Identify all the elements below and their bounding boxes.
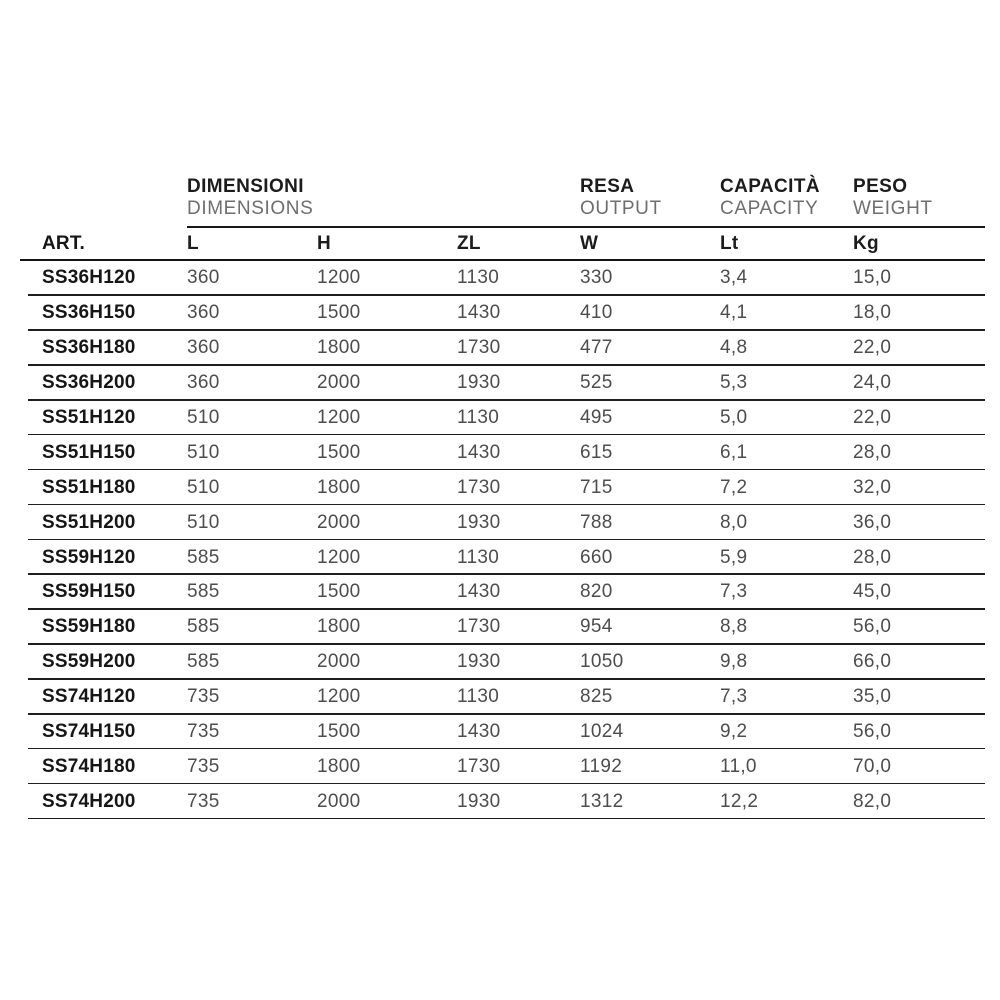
value-l: 510 — [187, 511, 220, 533]
value-l: 510 — [187, 476, 220, 498]
value-zl: 1130 — [457, 546, 500, 568]
value-zl: 1430 — [457, 721, 501, 743]
column-header-art: ART. — [42, 232, 86, 254]
group-header-output — [580, 176, 720, 220]
table-row — [20, 749, 985, 784]
value-w: 820 — [580, 581, 613, 603]
group-header-capacity — [720, 176, 853, 220]
value-h: 1800 — [317, 476, 361, 498]
group-label-secondary: DIMENSIONS — [187, 198, 314, 219]
value-zl: 1930 — [457, 651, 501, 673]
art-code: SS51H150 — [42, 441, 136, 463]
value-h: 1500 — [317, 581, 361, 603]
group-label-secondary: CAPACITY — [720, 198, 819, 219]
value-kg: 82,0 — [853, 790, 892, 812]
value-zl: 1430 — [457, 441, 501, 463]
value-h: 1500 — [317, 721, 361, 743]
column-header-w: W — [580, 232, 599, 254]
value-l: 735 — [187, 686, 220, 708]
value-w: 660 — [580, 546, 613, 568]
value-zl: 1730 — [457, 755, 501, 777]
value-l: 585 — [187, 581, 220, 603]
value-h: 1200 — [317, 407, 361, 428]
value-w: 1024 — [580, 721, 624, 743]
value-lt: 5,0 — [720, 407, 748, 428]
column-header-l: L — [187, 232, 199, 254]
value-w: 330 — [580, 267, 613, 289]
value-l: 510 — [187, 407, 220, 428]
value-l: 585 — [187, 616, 220, 638]
value-l: 735 — [187, 755, 220, 777]
table-row — [20, 610, 985, 645]
value-w: 477 — [580, 337, 613, 359]
value-lt: 5,3 — [720, 372, 748, 394]
column-header-kg: Kg — [853, 232, 879, 254]
value-kg: 56,0 — [853, 616, 892, 638]
table-row — [20, 366, 985, 401]
art-code: SS74H200 — [42, 790, 136, 812]
value-kg: 35,0 — [853, 686, 892, 708]
column-header-row — [20, 228, 985, 261]
art-code: SS36H200 — [42, 372, 136, 394]
value-w: 1192 — [580, 755, 623, 777]
value-zl: 1730 — [457, 616, 501, 638]
group-label-secondary: WEIGHT — [853, 198, 933, 219]
value-h: 1200 — [317, 267, 361, 289]
value-w: 825 — [580, 686, 613, 708]
value-lt: 7,3 — [720, 686, 748, 708]
value-w: 788 — [580, 511, 613, 533]
group-label-primary: CAPACITÀ — [720, 176, 820, 197]
value-kg: 66,0 — [853, 651, 892, 673]
value-kg: 22,0 — [853, 407, 892, 428]
value-lt: 11,0 — [720, 755, 757, 777]
art-code: SS74H120 — [42, 686, 136, 708]
value-kg: 28,0 — [853, 546, 892, 568]
value-lt: 9,2 — [720, 721, 748, 743]
value-h: 1200 — [317, 686, 361, 708]
group-label-secondary: OUTPUT — [580, 198, 662, 219]
value-kg: 70,0 — [853, 755, 892, 777]
value-kg: 45,0 — [853, 581, 892, 603]
column-header-zl: ZL — [457, 232, 481, 254]
value-lt: 3,4 — [720, 267, 748, 289]
value-h: 2000 — [317, 651, 361, 673]
table-row — [20, 505, 985, 540]
value-zl: 1430 — [457, 302, 501, 324]
value-w: 410 — [580, 302, 613, 324]
value-l: 585 — [187, 546, 220, 568]
value-lt: 5,9 — [720, 546, 748, 568]
table-row — [20, 540, 985, 575]
value-lt: 8,0 — [720, 511, 748, 533]
value-kg: 36,0 — [853, 511, 892, 533]
value-lt: 6,1 — [720, 441, 748, 463]
table-row — [20, 715, 985, 750]
value-w: 525 — [580, 372, 613, 394]
art-code: SS51H200 — [42, 511, 136, 533]
value-zl: 1430 — [457, 581, 501, 603]
value-zl: 1930 — [457, 372, 501, 394]
value-kg: 28,0 — [853, 441, 892, 463]
group-header-row — [20, 176, 985, 220]
table-row — [20, 680, 985, 715]
value-w: 1312 — [580, 790, 624, 812]
art-code: SS74H180 — [42, 755, 136, 777]
value-w: 715 — [580, 476, 613, 498]
value-kg: 18,0 — [853, 302, 892, 324]
value-l: 585 — [187, 651, 220, 673]
value-kg: 15,0 — [853, 267, 892, 289]
value-w: 495 — [580, 407, 613, 428]
art-code: SS51H120 — [42, 407, 136, 428]
value-l: 360 — [187, 337, 220, 359]
value-zl: 1130 — [457, 267, 500, 289]
table-row — [20, 261, 985, 296]
art-code: SS36H180 — [42, 337, 136, 359]
table-row — [20, 470, 985, 505]
value-kg: 56,0 — [853, 721, 892, 743]
art-code: SS36H150 — [42, 302, 136, 324]
value-kg: 22,0 — [853, 337, 892, 359]
value-h: 1500 — [317, 441, 361, 463]
group-label-primary: RESA — [580, 176, 635, 197]
art-code: SS36H120 — [42, 267, 136, 289]
spec-table — [20, 176, 985, 819]
value-l: 735 — [187, 790, 220, 812]
value-zl: 1130 — [457, 686, 500, 708]
table-row — [20, 331, 985, 366]
value-h: 1800 — [317, 337, 361, 359]
value-h: 1800 — [317, 755, 361, 777]
group-label-primary: DIMENSIONI — [187, 176, 304, 197]
art-code: SS59H180 — [42, 616, 136, 638]
table-row — [20, 296, 985, 331]
value-lt: 8,8 — [720, 616, 748, 638]
table-row — [20, 575, 985, 610]
value-lt: 12,2 — [720, 790, 759, 812]
value-h: 1500 — [317, 302, 361, 324]
value-zl: 1930 — [457, 511, 501, 533]
group-header-dimensions — [187, 176, 580, 220]
value-l: 360 — [187, 302, 220, 324]
value-h: 2000 — [317, 372, 361, 394]
table-row — [20, 784, 985, 819]
column-header-h: H — [317, 232, 332, 254]
value-lt: 4,1 — [720, 302, 748, 324]
value-l: 360 — [187, 267, 220, 289]
value-l: 510 — [187, 441, 220, 463]
value-l: 360 — [187, 372, 220, 394]
value-lt: 9,8 — [720, 651, 748, 673]
value-zl: 1130 — [457, 407, 500, 428]
value-h: 2000 — [317, 790, 361, 812]
art-code: SS59H120 — [42, 546, 136, 568]
value-zl: 1730 — [457, 337, 501, 359]
value-kg: 32,0 — [853, 476, 892, 498]
value-l: 735 — [187, 721, 220, 743]
table-row — [20, 645, 985, 680]
value-lt: 7,3 — [720, 581, 748, 603]
value-w: 1050 — [580, 651, 624, 673]
value-h: 1200 — [317, 546, 361, 568]
value-lt: 7,2 — [720, 476, 748, 498]
value-w: 615 — [580, 441, 613, 463]
art-code: SS74H150 — [42, 721, 136, 743]
art-code: SS51H180 — [42, 476, 136, 498]
value-kg: 24,0 — [853, 372, 892, 394]
table-row — [20, 401, 985, 436]
group-header-weight — [853, 176, 985, 220]
group-label-primary: PESO — [853, 176, 908, 197]
value-h: 1800 — [317, 616, 361, 638]
value-zl: 1730 — [457, 476, 501, 498]
value-lt: 4,8 — [720, 337, 748, 359]
value-h: 2000 — [317, 511, 361, 533]
value-w: 954 — [580, 616, 613, 638]
value-zl: 1930 — [457, 790, 501, 812]
table-row — [20, 435, 985, 470]
art-code: SS59H200 — [42, 651, 136, 673]
column-header-lt: Lt — [720, 232, 739, 254]
art-code: SS59H150 — [42, 581, 136, 603]
